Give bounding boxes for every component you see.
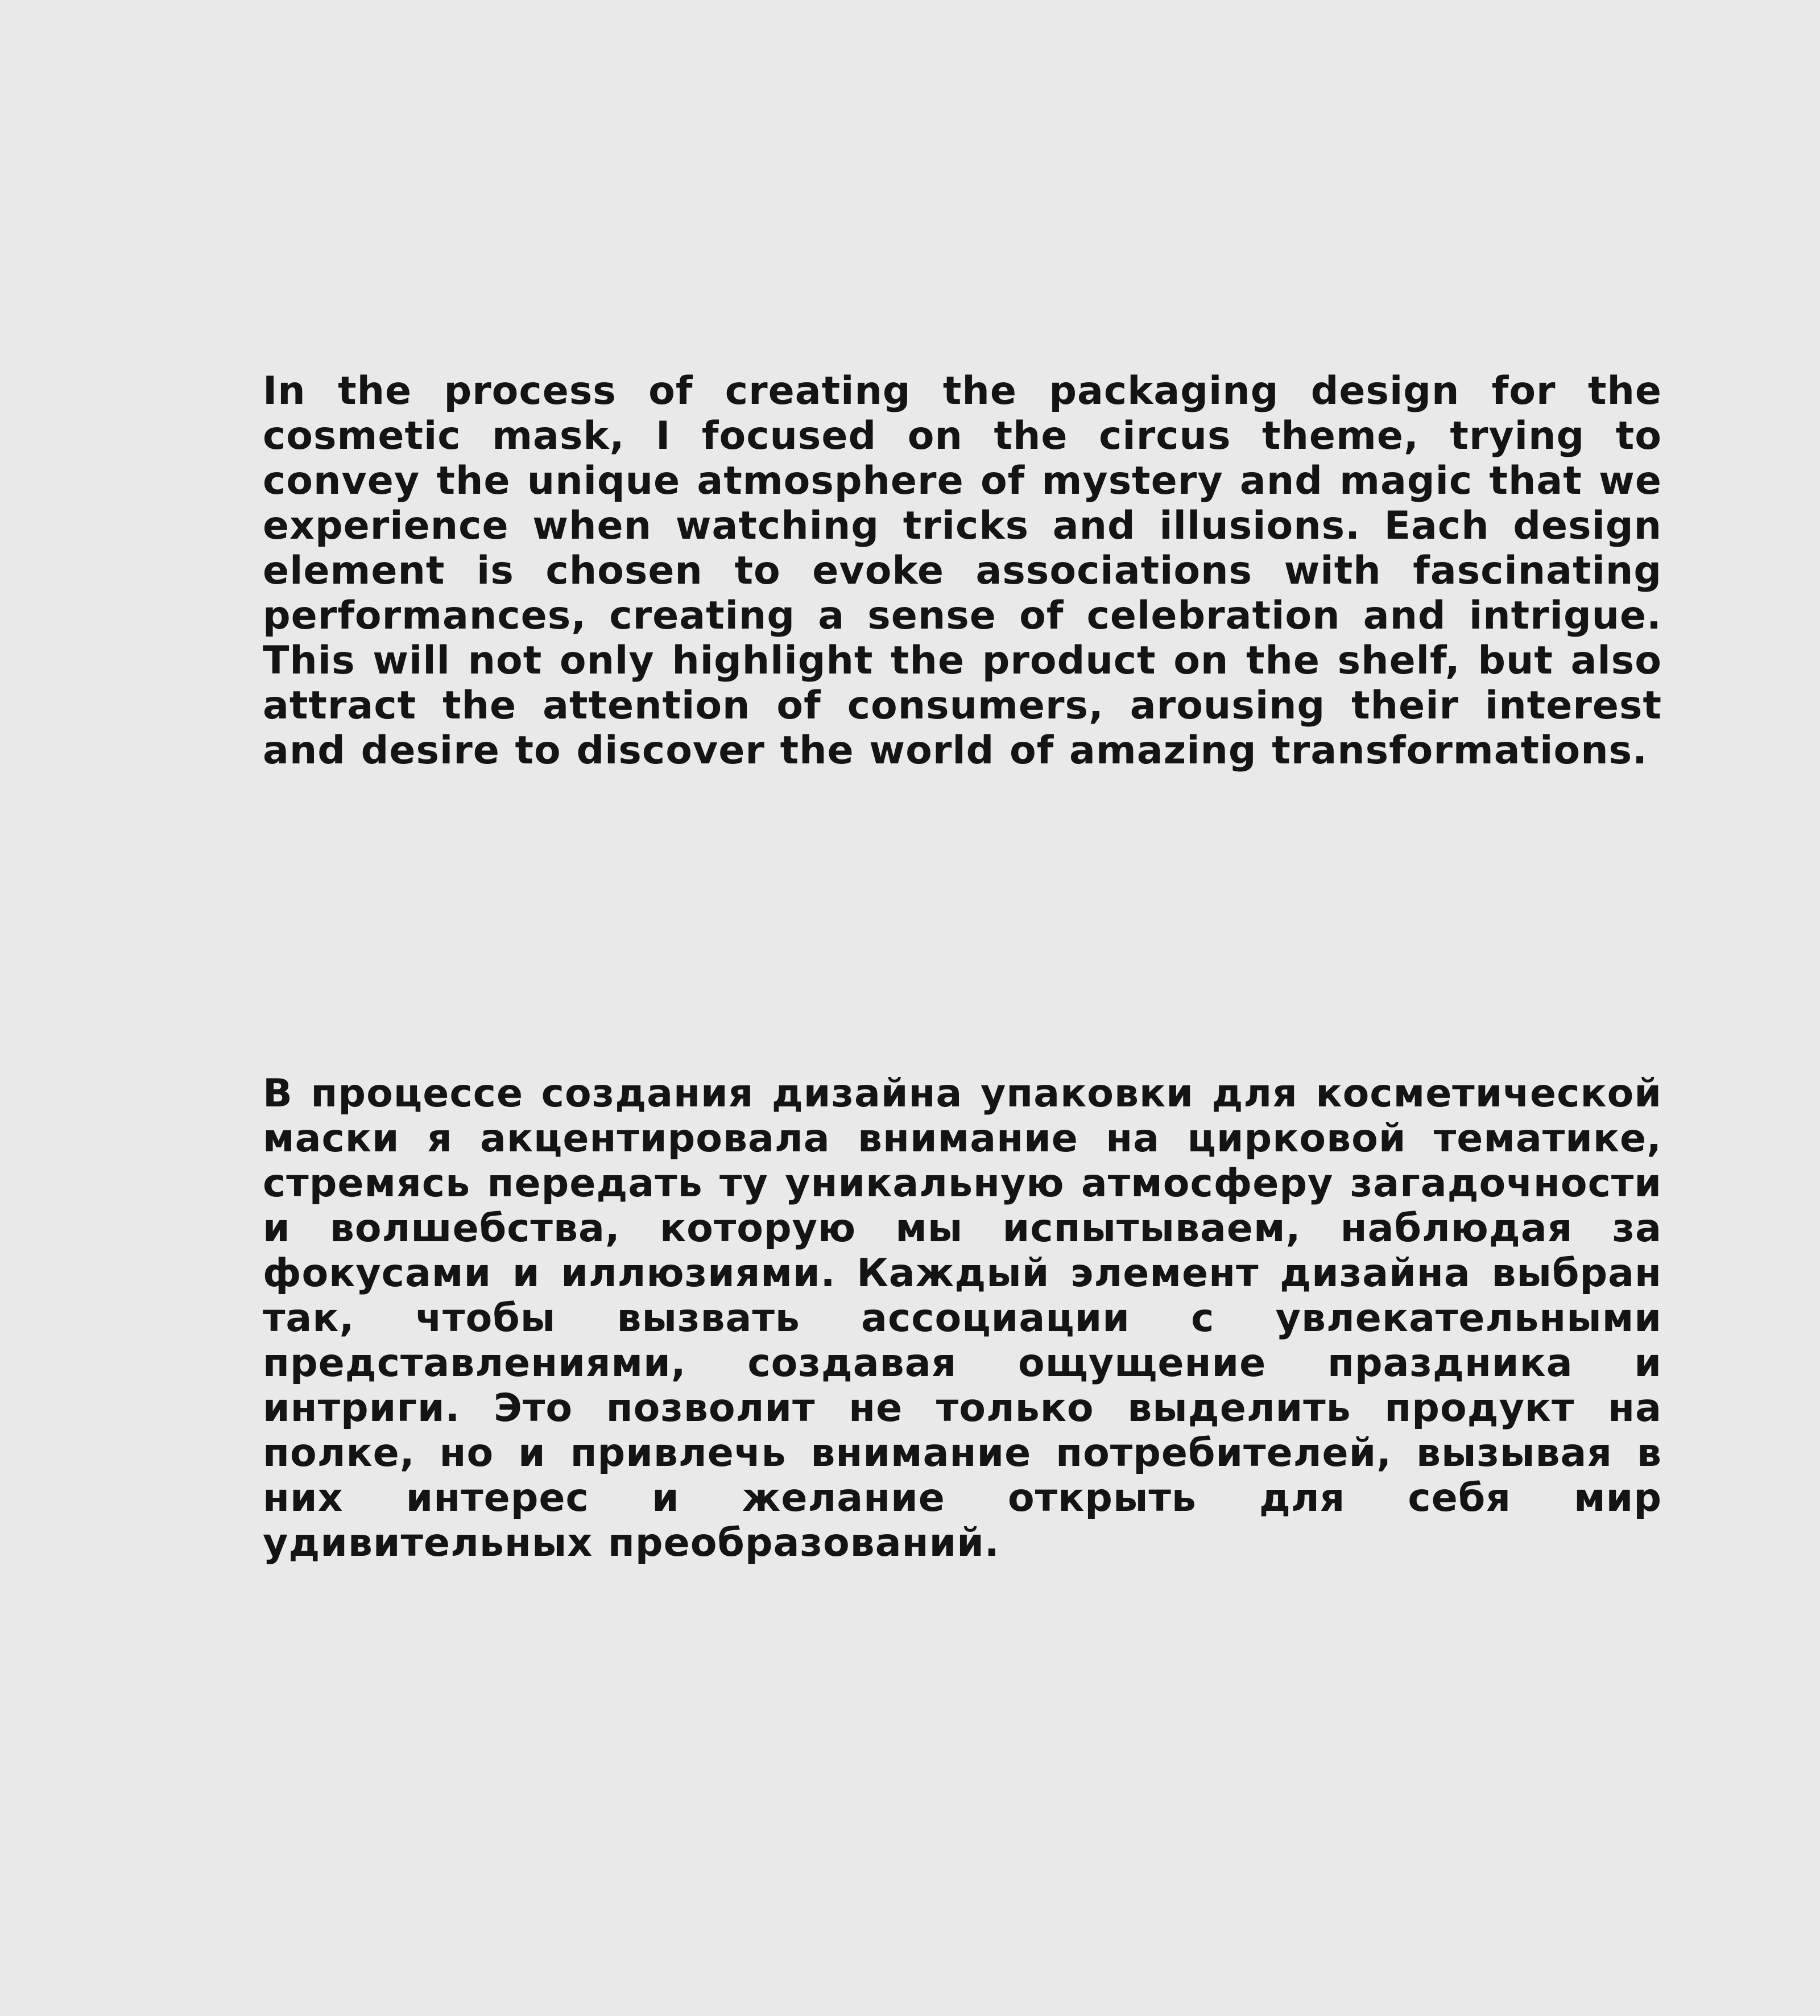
russian-description-paragraph: В процессе создания дизайна упаковки для косметической маски я акцентировала внимание на цирковой тематике, стремясь передать ту уникальную атмосферу загадочности и волшебства, которую мы испытываем, наблюдая за фокусами и иллюзиями. Каждый элемент дизайна выбран так, чтобы вызвать ассоциации с увлекательными представлениями, создавая ощущение праздника и интриги. Это позволит не только выделить продукт на полке, но и привлечь внимание потребителей, вызывая в них интерес и желание открыть для себя мир удивительных преобразований. [263, 1071, 1662, 1565]
english-description-paragraph: In the process of creating the packaging design for the cosmetic mask, I focused on the circus theme, trying to convey the unique atmosphere of mystery and magic that we experience when watching tricks and illusions. Each design element is chosen to evoke associations with fascinating performances, creating a sense of celebration and intrigue. This will not only highlight the product on the shelf, but also attract the attention of consumers, arousing their interest and desire to discover the world of amazing transformations. [263, 369, 1662, 773]
